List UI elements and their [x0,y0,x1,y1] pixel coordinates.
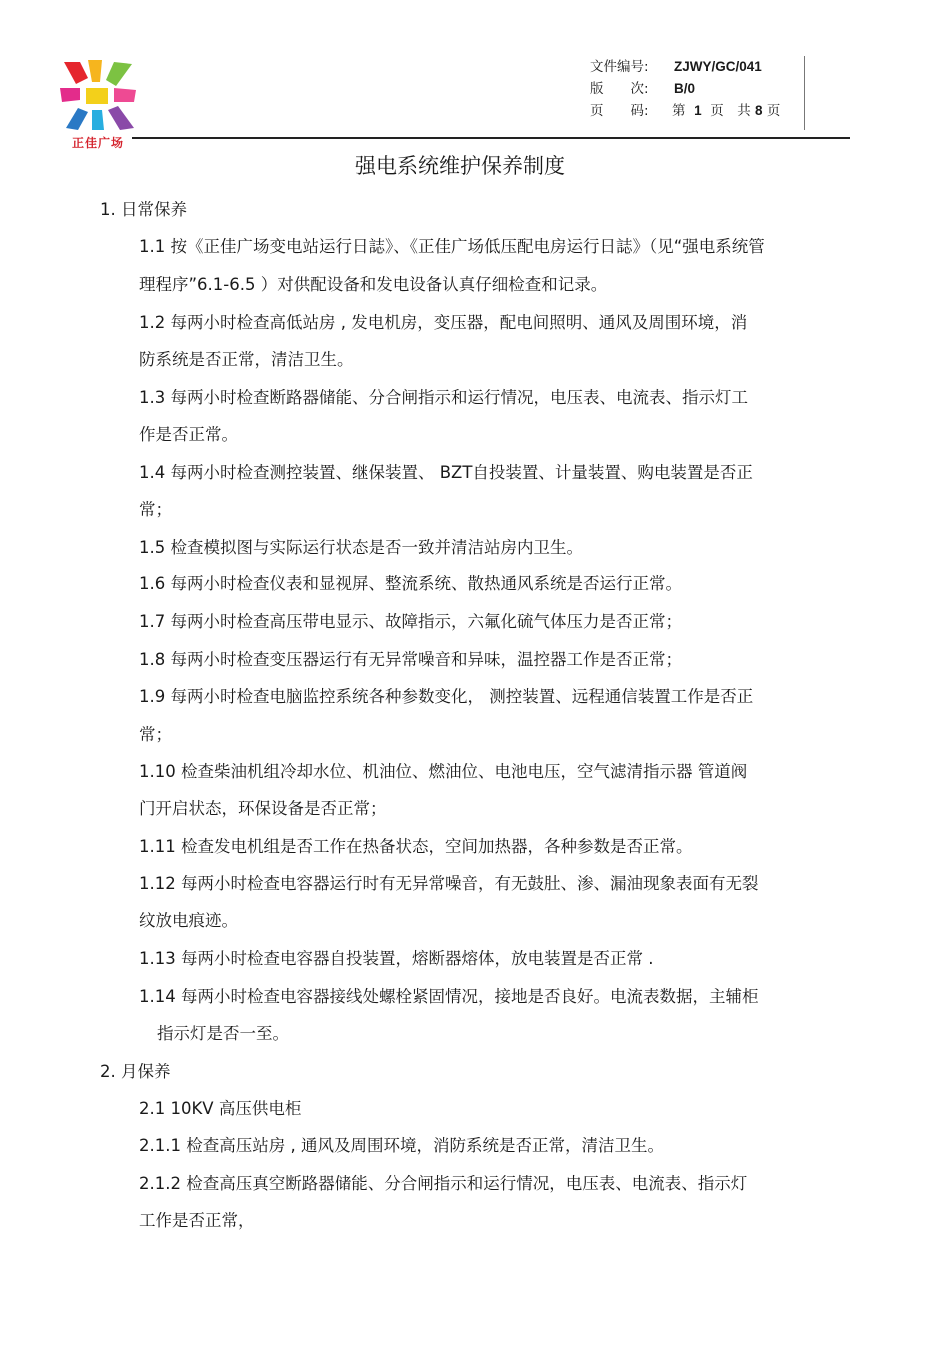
text-line: 纹放电痕迹。 [139,911,238,930]
text-line: 1.12 每两小时检查电容器运行时有无异常噪音，有无鼓肚、渗、漏油现象表面有无裂 [139,874,759,893]
subsection-heading: 2.1 10KV 高压供电柜 [139,1099,302,1118]
text-line: 工作是否正常， [139,1211,255,1230]
file-number-label: 文件编号: [590,59,649,75]
page-prefix: 第 [672,103,686,119]
text-line: 1.14 每两小时检查电容器接线处螺栓紧固情况，接地是否良好。电流表数据，主辅柜 [139,987,759,1006]
text-line: 1.9 每两小时检查电脑监控系统各种参数变化， 测控装置、远程通信装置工作是否正 [139,687,754,706]
text-line: 指示灯是否一至。 [157,1024,289,1043]
text-line: 理程序”6.1-6.5 ）对供配设备和发电设备认真仔细检查和记录。 [139,275,608,294]
file-number-value: ZJWY/GC/041 [674,59,762,74]
header-divider-vertical [804,56,805,130]
text-line: 1.5 检查模拟图与实际运行状态是否一致并清洁站房内卫生。 [139,538,583,557]
text-line: 常； [139,725,172,744]
text-line: 防系统是否正常，清洁卫生。 [139,350,354,369]
page-mid: 页 共 [710,103,751,119]
page-count [672,100,780,122]
text-line: 1.4 每两小时检查测控装置、继保装置、 BZT自投装置、计量装置、购电装置是否正 [139,463,753,482]
document-title: 强电系统维护保养制度 [355,154,565,178]
text-line: 门开启状态，环保设备是否正常； [139,799,387,818]
text-line: 1.8 每两小时检查变压器运行有无异常噪音和异味，温控器工作是否正常； [139,650,682,669]
page-current: 1 [694,103,702,118]
text-line: 常； [139,500,172,519]
text-line: 1.10 检查柴油机组冷却水位、机油位、燃油位、电池电压，空气滤清指示器 管道阀 [139,762,748,781]
header-divider [132,137,850,139]
text-line: 2.1.2 检查高压真空断路器储能、分合闸指示和运行情况，电压表、电流表、指示灯 [139,1174,748,1193]
section-heading: 1. 日常保养 [100,200,187,219]
logo-text: 正佳广场 [71,136,124,150]
text-line: 作是否正常。 [139,425,238,444]
text-line: 1.2 每两小时检查高低站房 , 发电机房，变压器，配电间照明、通风及周围环境，消 [139,313,748,332]
text-line: 1.1 按《正佳广场变电站运行日誌》、《正佳广场低压配电房运行日誌》（见“强电系统管 [139,237,765,256]
version-value: B/0 [674,81,696,96]
section-heading: 2. 月保养 [100,1062,171,1081]
text-line: 1.3 每两小时检查断路器储能、分合闸指示和运行情况，电压表、电流表、指示灯工 [139,388,748,407]
page-label: 页 码: [590,103,649,119]
text-line: 1.11 检查发电机组是否工作在热备状态，空间加热器，各种参数是否正常。 [139,837,693,856]
text-line: 2.1.1 检查高压站房 , 通风及周围环境，消防系统是否正常，清洁卫生。 [139,1136,664,1155]
page-total: 8 [755,103,763,118]
text-line: 1.6 每两小时检查仪表和显视屏、整流系统、散热通风系统是否运行正常。 [139,574,682,593]
company-logo [58,58,138,150]
logo-mark-icon [58,58,138,134]
version-label: 版 次: [590,81,649,97]
text-line: 1.13 每两小时检查电容器自投装置，熔断器熔体，放电装置是否正常 . [139,949,654,968]
text-line: 1.7 每两小时检查高压带电显示、故障指示，六氟化硫气体压力是否正常； [139,612,682,631]
page-suffix: 页 [766,103,781,119]
